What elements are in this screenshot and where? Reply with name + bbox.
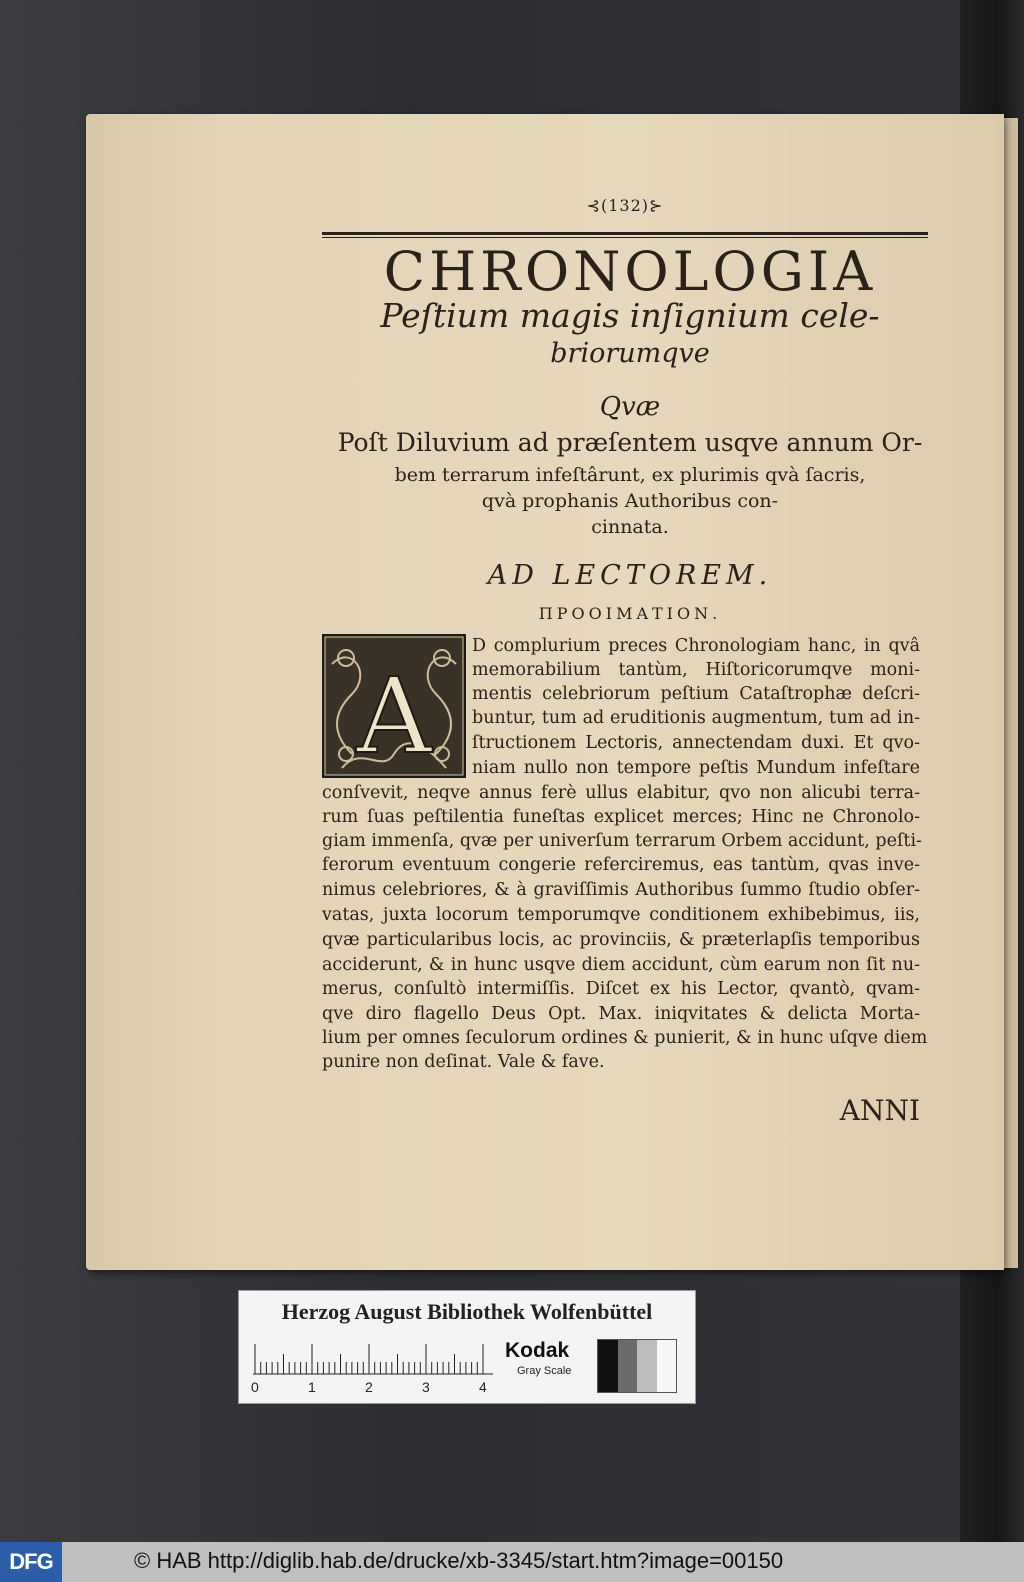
body-line: memorabilium tantùm, Hiſtoricorumqve moni- <box>472 660 920 680</box>
kodak-brand: Kodak <box>505 1339 570 1362</box>
intro-line-1: Poſt Diluvium ad præſentem usqve annum Or- <box>337 428 923 457</box>
body-line: qvæ particularibus locis, ac provinciis, & præterlapſis temporibus <box>322 930 920 950</box>
body-line: D complurium preces Chronologiam hanc, in qvâ <box>472 636 920 656</box>
initial-letter: A <box>356 655 432 777</box>
gray-patch <box>657 1340 677 1392</box>
header-rule <box>322 232 928 235</box>
body-line: lium per omnes ſeculorum ordines & punierit, & in hunc uſqve diem <box>322 1028 928 1048</box>
kodak-subtitle: Gray Scale <box>517 1365 572 1377</box>
body-line: vatas, juxta locorum temporumqve conditionem exhibebimus, iis, <box>322 905 920 925</box>
ornament-right-icon: ⊱ <box>649 196 664 215</box>
body-line: niam nullo non tempore peſtis Mundum infeſtare <box>472 758 920 778</box>
subtitle-line-1: Peſtium magis inſignium cele- <box>380 296 880 335</box>
page-number-text: (132) <box>600 196 650 215</box>
body-line: conſvevit, neqve annus ferè ullus elabitur, qvo non alicubi terra- <box>322 783 920 803</box>
gray-patch <box>598 1340 618 1392</box>
header-rule-thin <box>322 237 928 238</box>
scale-label: 1 <box>308 1379 316 1395</box>
page-number <box>320 196 930 215</box>
body-line: buntur, tum ad eruditionis augmentum, tum ad in- <box>472 708 920 728</box>
footer-copyright-link[interactable]: © HAB http://diglib.hab.de/drucke/xb-3345/start.htm?image=00150 <box>134 1548 784 1573</box>
body-line: giam immenſa, qvæ per univerſum terrarum Orbem accidunt, peſti- <box>322 831 922 851</box>
body-line: ferorum eventuum congerie referciremus, eas tantùm, qvas inve- <box>322 855 920 875</box>
library-name: Herzog August Bibliothek Wolfenbüttel <box>281 1299 653 1324</box>
body-line: nimus celebriores, & à graviſſimis Authoribus ſummo ſtudio obſer- <box>322 880 920 900</box>
intro-line-4: cinnata. <box>591 516 669 538</box>
body-line: rum ſuas peſtilentia funeſtas explicet merces; Hinc ne Chronolo- <box>322 807 920 827</box>
body-line: punire non deſinat. Vale & fave. <box>322 1052 605 1072</box>
ruler-scale <box>253 1343 493 1375</box>
scale-label: 4 <box>479 1379 487 1395</box>
gray-scale-patches <box>597 1339 677 1393</box>
gray-patch <box>618 1340 638 1392</box>
color-ruler-card <box>238 1290 696 1404</box>
intro-line-3: qvà prophanis Authoribus con- <box>481 490 779 512</box>
intro-line-2: bem terrarum infeſtârunt, ex plurimis qvà ſacris, <box>394 464 866 486</box>
decorated-initial <box>322 634 466 778</box>
ornament-left-icon: ⊰ <box>586 196 601 215</box>
body-line: mentis celebriorum peſtium Cataſtrophæ deſcri- <box>472 684 920 704</box>
dfg-logo: DFG <box>0 1542 62 1582</box>
body-line: merus, conſultò intermiſſis. Diſcet ex his Lector, qvantò, qvam- <box>322 979 920 999</box>
gray-patch <box>637 1340 657 1392</box>
subtitle-line-2: briorumqve <box>550 338 710 369</box>
scale-label: 0 <box>251 1379 259 1395</box>
scale-label: 3 <box>422 1379 430 1395</box>
facing-page-edge <box>1004 118 1018 1268</box>
body-line: ſtructionem Lectoris, annectendam duxi. Et qvo- <box>472 733 920 753</box>
body-line: acciderunt, & in hunc usqve diem accidunt, cùm earum non ſit nu- <box>322 955 920 975</box>
page-title: CHRONOLOGIA <box>383 240 877 303</box>
body-line: qve diro flagello Deus Opt. Max. iniqvitates & delicta Morta- <box>322 1004 920 1024</box>
qvae-heading: Qvæ <box>599 392 661 422</box>
ad-lectorem-heading: AD LECTOREM. <box>487 560 773 591</box>
scale-label: 2 <box>365 1379 373 1395</box>
footer-bar <box>0 1542 1024 1582</box>
catchword: ANNI <box>839 1094 920 1127</box>
greek-heading: ΠΡΟΟΙΜΑΤΙΟΝ. <box>538 604 722 623</box>
